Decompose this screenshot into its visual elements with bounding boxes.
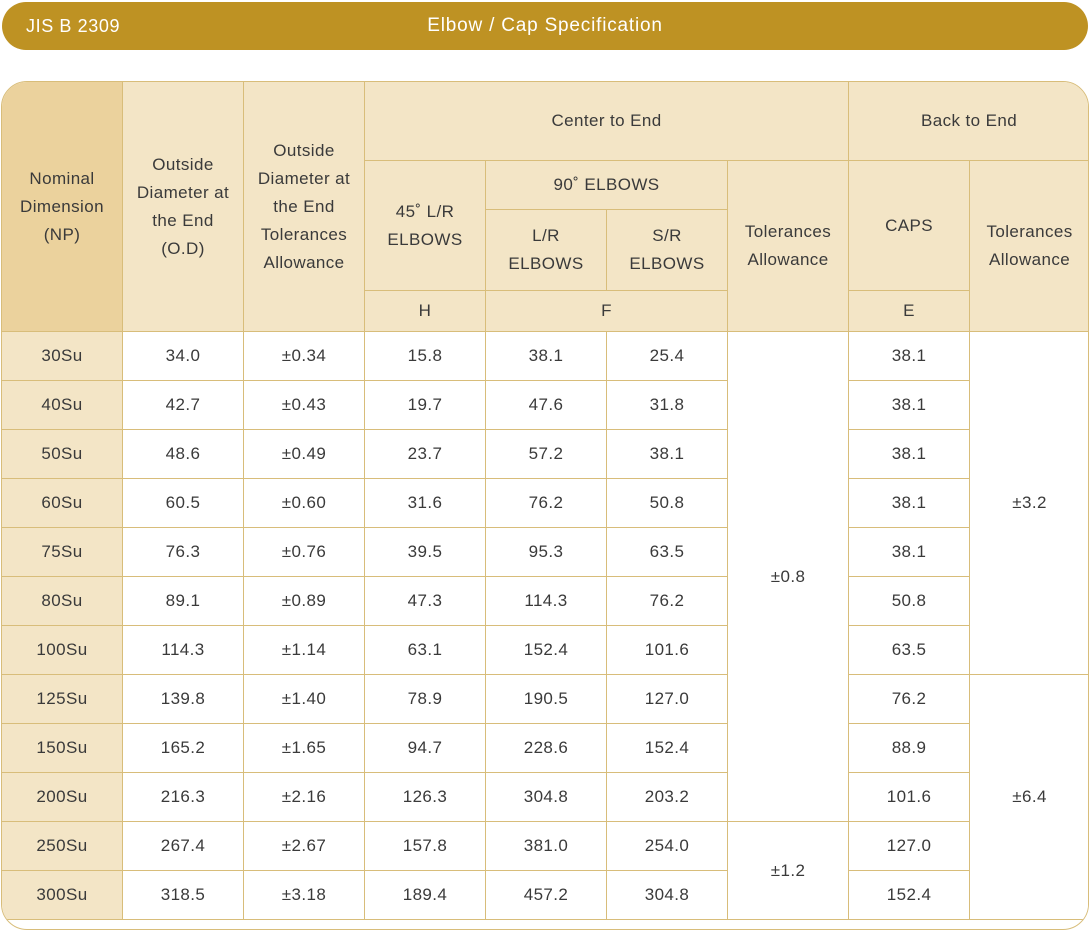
cell-od-tolerance: ±1.65 (244, 724, 365, 773)
cell-e: 101.6 (849, 773, 970, 822)
header-symbol-h: H (365, 291, 486, 332)
table-row (2, 626, 1090, 675)
cell-f-lr: 38.1 (486, 332, 607, 381)
spec-table-wrapper (1, 81, 1089, 930)
cell-bte-tolerance-merged: ±6.4 (970, 675, 1089, 920)
cell-np: 250Su (2, 822, 123, 871)
table-row (2, 381, 1090, 430)
cell-e: 38.1 (849, 332, 970, 381)
cell-od-tolerance: ±3.18 (244, 871, 365, 920)
table-row (2, 675, 1090, 724)
table-row (2, 724, 1090, 773)
cell-h: 39.5 (365, 528, 486, 577)
cell-e: 38.1 (849, 430, 970, 479)
cell-od: 42.7 (123, 381, 244, 430)
cell-e: 38.1 (849, 528, 970, 577)
cell-h: 157.8 (365, 822, 486, 871)
cell-f-sr: 38.1 (607, 430, 728, 479)
cell-od: 48.6 (123, 430, 244, 479)
page-title: Elbow / Cap Specification (427, 15, 663, 36)
cell-e: 88.9 (849, 724, 970, 773)
cell-np: 50Su (2, 430, 123, 479)
cell-od: 318.5 (123, 871, 244, 920)
table-row (2, 528, 1090, 577)
cell-h: 63.1 (365, 626, 486, 675)
spec-table (1, 81, 1089, 920)
header-45-elbows: 45˚ L/R ELBOWS (365, 161, 486, 291)
cell-f-sr: 203.2 (607, 773, 728, 822)
cell-np: 300Su (2, 871, 123, 920)
cell-bte-tolerance-merged: ±3.2 (970, 332, 1089, 675)
cell-h: 19.7 (365, 381, 486, 430)
cell-f-lr: 304.8 (486, 773, 607, 822)
cell-od-tolerance: ±1.40 (244, 675, 365, 724)
cell-e: 38.1 (849, 479, 970, 528)
cell-cte-tolerance-merged: ±1.2 (728, 822, 849, 920)
table-row (2, 430, 1090, 479)
cell-od-tolerance: ±0.89 (244, 577, 365, 626)
cell-od: 60.5 (123, 479, 244, 528)
cell-od: 139.8 (123, 675, 244, 724)
cell-e: 127.0 (849, 822, 970, 871)
cell-h: 47.3 (365, 577, 486, 626)
header-center-to-end: Center to End (365, 82, 849, 161)
cell-e: 50.8 (849, 577, 970, 626)
cell-h: 31.6 (365, 479, 486, 528)
cell-np: 125Su (2, 675, 123, 724)
header-od-tolerance: Outside Diameter at the End Tolerances Allowance (244, 82, 365, 332)
cell-f-sr: 25.4 (607, 332, 728, 381)
cell-f-lr: 381.0 (486, 822, 607, 871)
cell-np: 30Su (2, 332, 123, 381)
cell-np: 200Su (2, 773, 123, 822)
cell-f-lr: 190.5 (486, 675, 607, 724)
cell-np: 60Su (2, 479, 123, 528)
cell-od: 34.0 (123, 332, 244, 381)
table-row (2, 479, 1090, 528)
cell-h: 189.4 (365, 871, 486, 920)
cell-od: 114.3 (123, 626, 244, 675)
cell-e: 63.5 (849, 626, 970, 675)
cell-f-lr: 152.4 (486, 626, 607, 675)
cell-od-tolerance: ±0.34 (244, 332, 365, 381)
cell-cte-tolerance-merged: ±0.8 (728, 332, 849, 822)
cell-h: 15.8 (365, 332, 486, 381)
cell-e: 76.2 (849, 675, 970, 724)
cell-h: 94.7 (365, 724, 486, 773)
header-lr-elbows: L/R ELBOWS (486, 210, 607, 291)
header-back-to-end: Back to End (849, 82, 1089, 161)
cell-f-lr: 228.6 (486, 724, 607, 773)
table-row (2, 577, 1090, 626)
cell-od: 76.3 (123, 528, 244, 577)
cell-od-tolerance: ±0.60 (244, 479, 365, 528)
header-nominal-dimension: Nominal Dimension (NP) (2, 82, 123, 332)
header-cte-tolerance: Tolerances Allowance (728, 161, 849, 332)
cell-od: 165.2 (123, 724, 244, 773)
cell-np: 75Su (2, 528, 123, 577)
header-90-elbows: 90˚ ELBOWS (486, 161, 728, 210)
cell-od: 89.1 (123, 577, 244, 626)
cell-h: 23.7 (365, 430, 486, 479)
standard-label: JIS B 2309 (26, 16, 121, 36)
header-symbol-e: E (849, 291, 970, 332)
cell-od: 267.4 (123, 822, 244, 871)
cell-f-sr: 304.8 (607, 871, 728, 920)
cell-od-tolerance: ±2.67 (244, 822, 365, 871)
cell-f-sr: 76.2 (607, 577, 728, 626)
cell-od-tolerance: ±2.16 (244, 773, 365, 822)
header-sr-elbows: S/R ELBOWS (607, 210, 728, 291)
cell-np: 80Su (2, 577, 123, 626)
cell-np: 150Su (2, 724, 123, 773)
cell-f-sr: 127.0 (607, 675, 728, 724)
cell-od-tolerance: ±0.76 (244, 528, 365, 577)
table-row (2, 822, 1090, 871)
header-symbol-f: F (486, 291, 728, 332)
header-caps: CAPS (849, 161, 970, 291)
header-outside-diameter: Outside Diameter at the End (O.D) (123, 82, 244, 332)
title-bar (2, 2, 1088, 50)
cell-e: 38.1 (849, 381, 970, 430)
cell-f-sr: 254.0 (607, 822, 728, 871)
cell-np: 100Su (2, 626, 123, 675)
table-row (2, 773, 1090, 822)
cell-f-sr: 50.8 (607, 479, 728, 528)
cell-f-lr: 114.3 (486, 577, 607, 626)
cell-f-sr: 152.4 (607, 724, 728, 773)
cell-f-sr: 31.8 (607, 381, 728, 430)
table-row (2, 871, 1090, 920)
table-row (2, 332, 1090, 381)
cell-od-tolerance: ±1.14 (244, 626, 365, 675)
cell-e: 152.4 (849, 871, 970, 920)
cell-f-lr: 457.2 (486, 871, 607, 920)
cell-f-lr: 57.2 (486, 430, 607, 479)
cell-od-tolerance: ±0.49 (244, 430, 365, 479)
cell-f-sr: 63.5 (607, 528, 728, 577)
cell-f-lr: 47.6 (486, 381, 607, 430)
cell-od: 216.3 (123, 773, 244, 822)
cell-f-lr: 95.3 (486, 528, 607, 577)
cell-f-lr: 76.2 (486, 479, 607, 528)
header-bte-tolerance: Tolerances Allowance (970, 161, 1089, 332)
cell-h: 126.3 (365, 773, 486, 822)
cell-np: 40Su (2, 381, 123, 430)
cell-od-tolerance: ±0.43 (244, 381, 365, 430)
cell-h: 78.9 (365, 675, 486, 724)
cell-f-sr: 101.6 (607, 626, 728, 675)
